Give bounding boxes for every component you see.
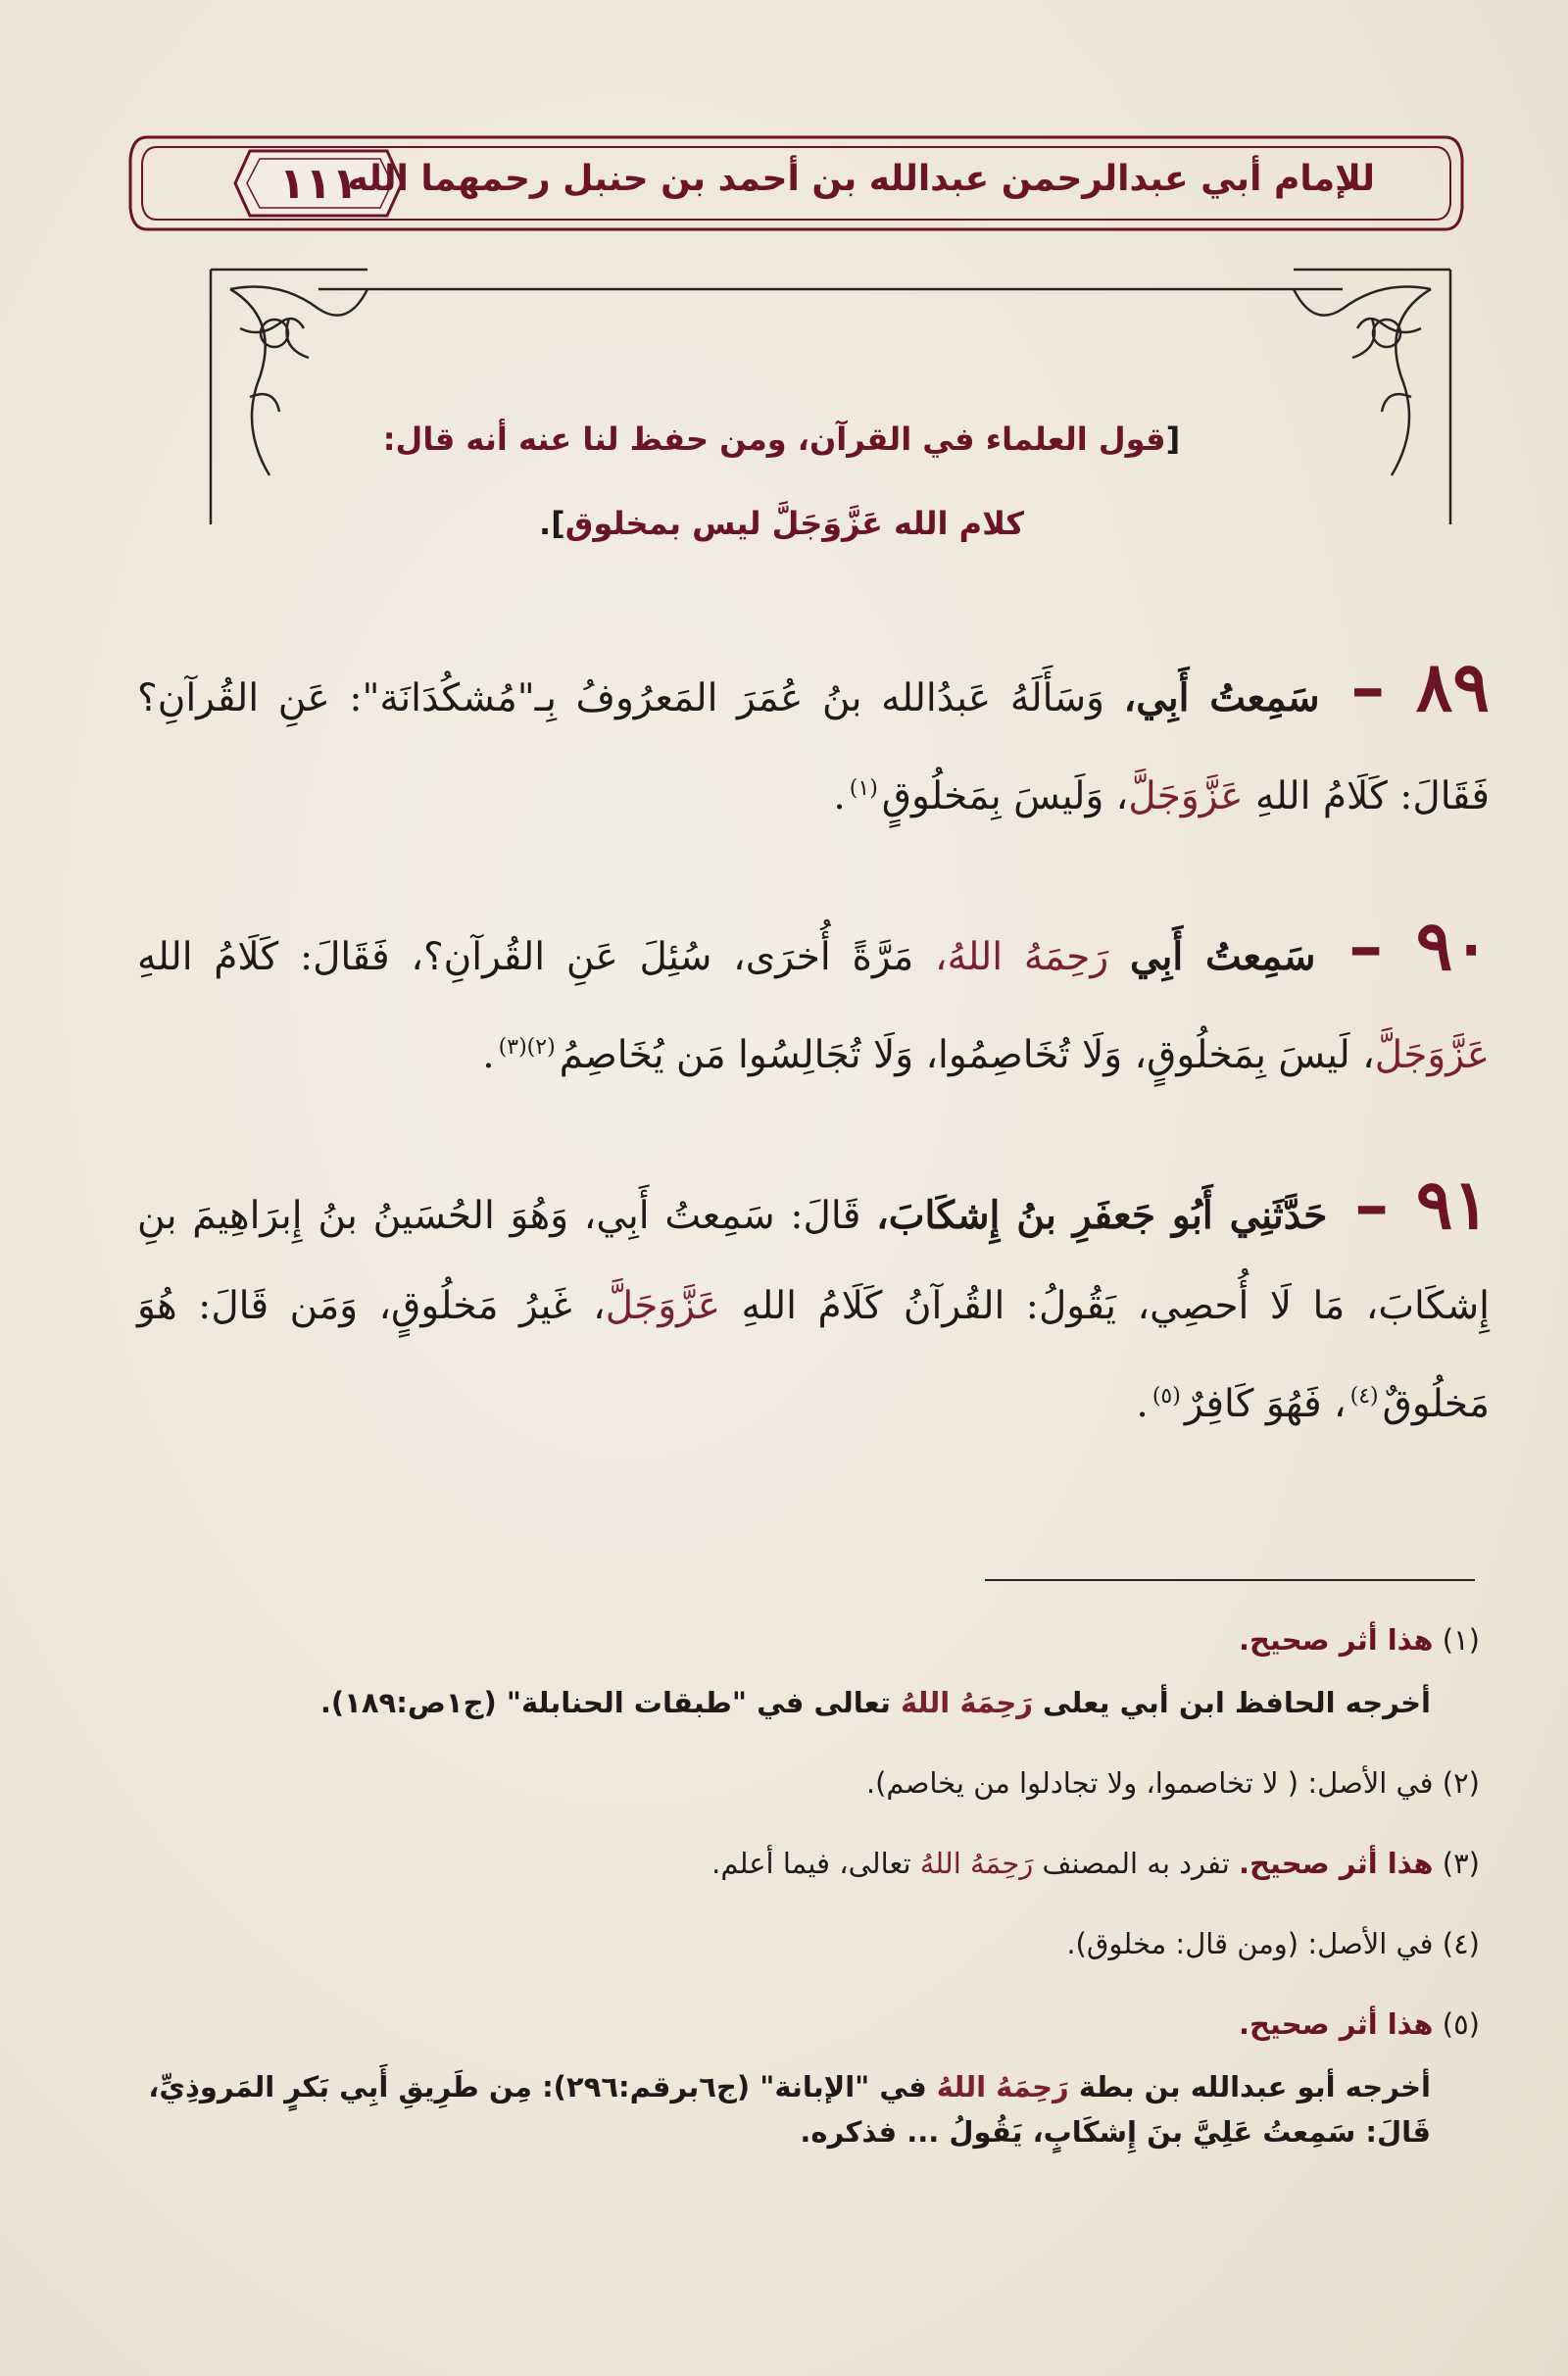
footnote-ref[interactable]: (١) <box>849 776 878 801</box>
footnote-4: (٤) في الأصل: (ومن قال: مخلوق). <box>1066 1927 1480 1960</box>
honorific: عَزَّوَجَلَّ <box>605 1284 720 1328</box>
footnote-ref[interactable]: (٥) <box>1152 1384 1181 1409</box>
narration-90: ٩٠ – سَمِعتُ أَبِي رَحِمَهُ اللهُ، مَرَّةً أُخرَى، سُئِلَ عَنِ القُرآنِ؟، فَقَالَ: كَلَامُ اللهِ عَزَّوَجَلَّ، لَيسَ بِمَخلُوقٍ، وَلَا تُخَاصِمُوا، وَلَا تُجَالِسُوا مَن يُخَاصِمُ$^{(٢)(٣)}$. <box>137 905 1490 1077</box>
page-number: ١١١ <box>278 158 359 209</box>
narration-91: ٩١ – حَدَّثَنِي أَبُو جَعفَرِ بنُ إِشكَابَ، قَالَ: سَمِعتُ أَبِي، وَهُوَ الحُسَينُ بنُ إِبرَاهِيمَ بنِ إِشكَابَ، مَا لَا أُحصِي، يَقُولُ: القُرآنُ كَلَامُ اللهِ عَزَّوَجَلَّ، غَيرُ مَخلُوقٍ، وَمَن قَالَ: هُوَ مَخلُوقٌ$^{(٤)}$، فَهُوَ كَافِرٌ$^{(٥)}$. <box>137 1163 1491 1426</box>
honorific: عَزَّوَجَلَّ <box>1374 1033 1490 1077</box>
honorific: عَزَّوَجَلَّ <box>1128 774 1244 818</box>
honorific: رَحِمَهُ اللهُ، <box>935 935 1130 979</box>
footnotes <box>108 1617 1480 2190</box>
footnote-5: (٥) هذا أثر صحيح. أخرجه أبو عبدالله بن بطة رَحِمَهُ اللهُ في "الإبانة" (ج٦برقم:٢٩٦): مِن طَرِيقِ أَبِي بَكرٍ المَروذِيِّ، قَالَ: سَمِعتُ عَلِيَّ بنَ إِشكَابٍ، يَقُولُ ... فذكره. <box>108 2002 1480 2154</box>
open-bracket: [ <box>1165 421 1181 458</box>
footnote-1: (١) هذا أثر صحيح. أخرجه الحافظ ابن أبي يعلى رَحِمَهُ اللهُ تعالى في "طبقات الحنابلة" (ج١ص:١٨٩). <box>108 1617 1480 1725</box>
footnote-source: أخرجه الحافظ ابن أبي يعلى رَحِمَهُ اللهُ تعالى في "طبقات الحنابلة" (ج١ص:١٨٩). <box>319 1686 1431 1719</box>
close-bracket: ]. <box>538 505 565 542</box>
narration-number: ٨٩ – <box>1350 646 1490 727</box>
footnote-ref[interactable]: (٢)(٣) <box>498 1035 556 1060</box>
footnote-divider <box>985 1579 1475 1581</box>
running-header <box>127 129 1465 237</box>
footnote-ref[interactable]: (٤) <box>1349 1384 1379 1409</box>
main-text <box>137 642 1490 1509</box>
footnote-source: أخرجه أبو عبدالله بن بطة رَحِمَهُ اللهُ في "الإبانة" (ج٦برقم:٢٩٦): مِن طَرِيقِ أَبِي بَكرٍ المَروذِيِّ، قَالَ: سَمِعتُ عَلِيَّ بنَ إِشكَابٍ، يَقُولُ ... فذكره. <box>148 2070 1431 2149</box>
chapter-heading-line-1: [قول العلماء في القرآن، ومن حفظ لنا عنه أنه قال: <box>382 421 1181 458</box>
narration-number: ٩١ – <box>1354 1163 1491 1245</box>
footnote-3: (٣) هذا أثر صحيح. تفرد به المصنف رَحِمَهُ اللهُ تعالى، فيما أعلم. <box>711 1847 1480 1880</box>
header-title: للإمام أبي عبدالرحمن عبدالله بن أحمد بن حنبل رحمهما الله <box>347 159 1375 199</box>
narration-89: ٨٩ – سَمِعتُ أَبِي، وَسَأَلَهُ عَبدُالله بنُ عُمَرَ المَعرُوفُ بِـ"مُشكُدَانَة": عَنِ القُرآنِ؟ فَقَالَ: كَلَامُ اللهِ عَزَّوَجَلَّ، وَلَيسَ بِمَخلُوقٍ$^{(١)}$. <box>137 646 1490 818</box>
narration-number: ٩٠ – <box>1348 905 1490 986</box>
footnote-2: (٢) في الأصل: ( لا تخاصموا، ولا تجادلوا من يخاصم). <box>865 1766 1480 1800</box>
chapter-heading-line-2: كلام الله عَزَّوَجَلَّ ليس بمخلوق]. <box>538 505 1024 542</box>
chapter-heading <box>186 397 1377 566</box>
